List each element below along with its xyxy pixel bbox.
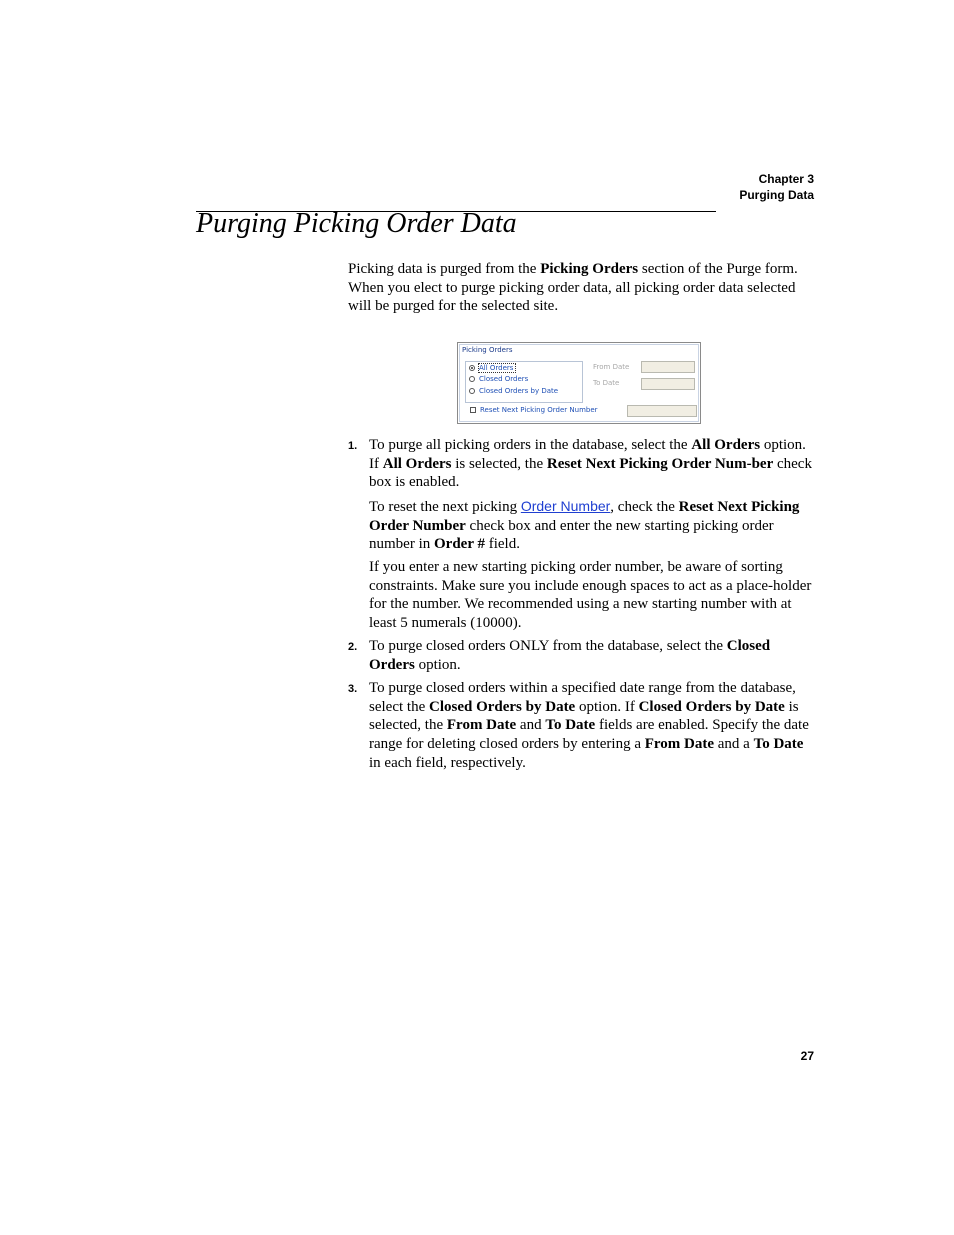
- radio-icon[interactable]: [469, 388, 475, 394]
- radio-selected-icon[interactable]: [469, 365, 475, 371]
- intro-paragraph: Picking data is purged from the Picking Orders section of the Purge form. When you elect to purge picking order data, all picking order data selected will be purged for the selected site.: [348, 261, 798, 315]
- from-date-field[interactable]: [641, 361, 695, 373]
- reset-order-number-checkbox[interactable]: Reset Next Picking Order Number: [470, 406, 598, 414]
- step-number: 3.: [348, 683, 358, 695]
- page-title: Purging Picking Order Data: [196, 208, 517, 239]
- option-closed-orders-by-date[interactable]: Closed Orders by Date: [469, 387, 558, 395]
- checkbox-icon[interactable]: [470, 407, 476, 413]
- step-3: 3. To purge closed orders within a specified date range from the database, select the Closed Orders by Date option. If Closed Orders by Date is selected, the From Date and To Date fields are enabled. Specify the date range for deleting closed orders by entering a From Date and a To Date in each field, respectively.: [348, 680, 809, 771]
- to-date-label: To Date: [593, 379, 620, 387]
- step-1-note-paragraph: If you enter a new starting picking order number, be aware of sorting constraints. Make sure you include enough spaces to act as a place-holder for the number. We recommended using a new starting number with at least 5 numerals (10000).: [369, 559, 812, 632]
- radio-icon[interactable]: [469, 376, 475, 382]
- picking-orders-screenshot: [457, 342, 701, 424]
- running-header: [739, 171, 814, 203]
- option-all-orders[interactable]: All Orders: [469, 364, 515, 372]
- order-number-link[interactable]: Order Number: [520, 498, 611, 514]
- to-date-field[interactable]: [641, 378, 695, 390]
- step-2: 2. To purge closed orders ONLY from the database, select the Closed Orders option.: [348, 638, 771, 673]
- picking-orders-panel: [459, 344, 699, 422]
- chapter-label: Chapter 3: [758, 172, 814, 186]
- order-number-field[interactable]: [627, 405, 697, 417]
- step-1: 1. To purge all picking orders in the database, select the All Orders option. If All Orders is selected, the Reset Next Picking Order Num-ber check box is enabled.: [348, 437, 812, 491]
- panel-legend: Picking Orders: [462, 346, 513, 354]
- page-number: 27: [800, 1049, 814, 1063]
- section-label: Purging Data: [739, 188, 814, 202]
- step-1-reset-paragraph: To reset the next picking Order Number, check the Reset Next Picking Order Number check box and enter the new starting picking order number in Order # field.: [369, 498, 800, 553]
- step-number: 1.: [348, 440, 358, 452]
- from-date-label: From Date: [593, 363, 630, 371]
- order-options-group: [465, 361, 583, 403]
- option-closed-orders[interactable]: Closed Orders: [469, 375, 528, 383]
- step-number: 2.: [348, 641, 358, 653]
